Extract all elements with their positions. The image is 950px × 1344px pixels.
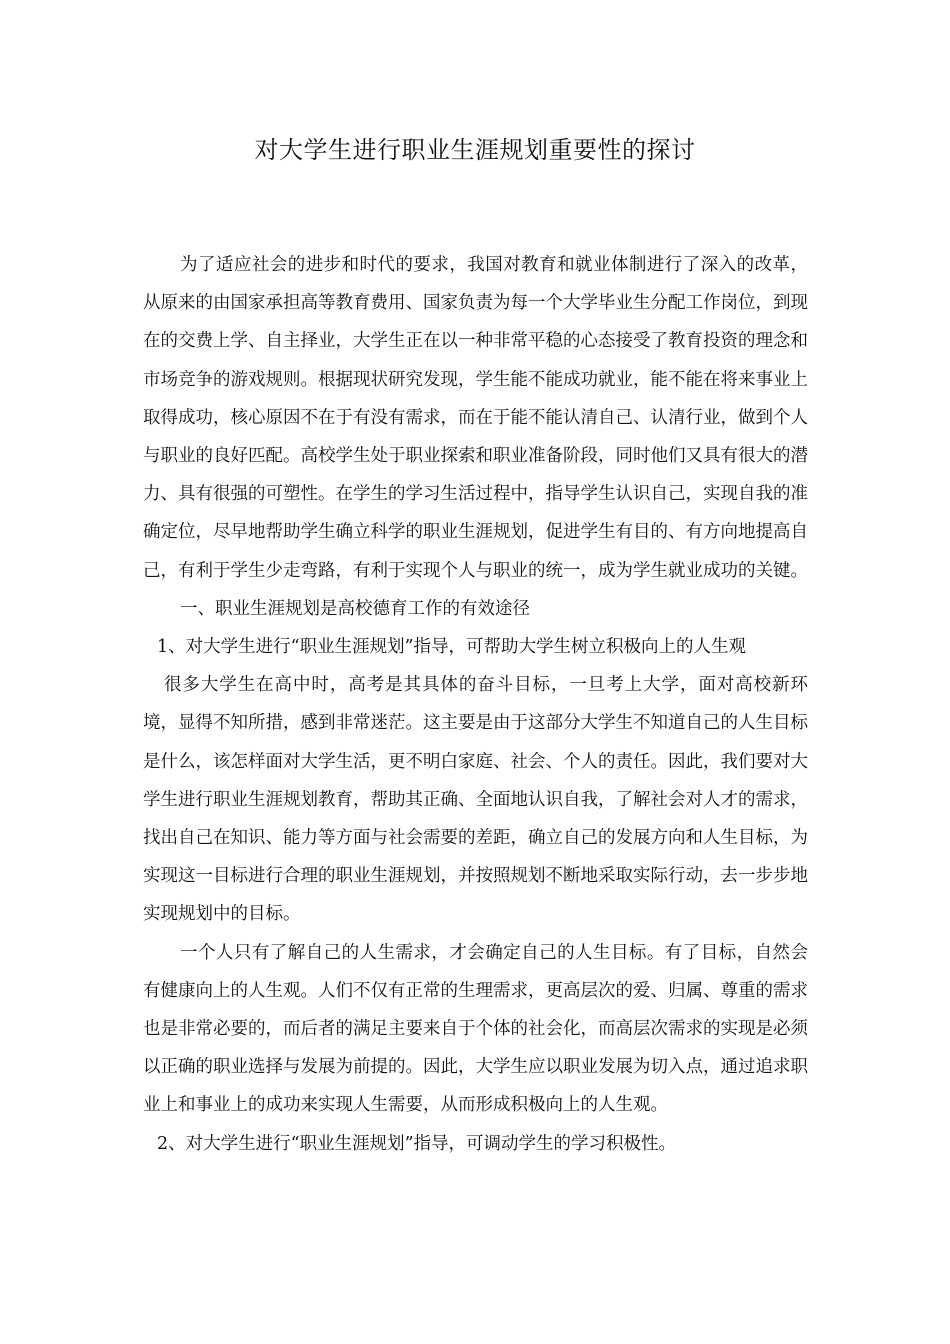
subsection-1-paragraph-2: 一个人只有了解自己的人生需求，才会确定自己的人生目标。有了目标，自然会有健康向上的人生观。人们不仅有正常的生理需求，更高层次的爱、归属、尊重的需求也是非常必要的，而后者的满足主要来自于个体的社会化，而高层次需求的实现是必须以正确的职业选择与发展为前提的。因此，大学生应以职业发展为切入点，通过追求职业上和事业上的成功来实现人生需要，从而形成积极向上的人生观。	[143, 942, 808, 1116]
subsection-heading-2: 2、对大学生进行“职业生涯规划”指导，可调动学生的学习积极性。	[157, 1133, 677, 1154]
document-body	[143, 246, 808, 1163]
subsection-heading-1: 1、对大学生进行“职业生涯规划”指导，可帮助大学生树立积极向上的人生观	[157, 637, 747, 658]
section-heading-1: 一、职业生涯规划是高校德育工作的有效途径	[180, 598, 530, 619]
document-title: 对大学生进行职业生涯规划重要性的探讨	[254, 136, 696, 164]
subsection-1-paragraph-1: 很多大学生在高中时，高考是其具体的奋斗目标，一旦考上大学，面对高校新环境，显得不知所措，感到非常迷茫。这主要是由于这部分大学生不知道自己的人生目标是什么，该怎样面对大学生活，更不明白家庭、社会、个人的责任。因此，我们要对大学生进行职业生涯规划教育，帮助其正确、全面地认识自我，了解社会对人才的需求，找出自己在知识、能力等方面与社会需要的差距，确立自己的发展方向和人生目标，为实现这一目标进行合理的职业生涯规划，并按照规划不断地采取实际行动，去一步步地实现规划中的目标。	[143, 675, 808, 925]
intro-paragraph: 为了适应社会的进步和时代的要求，我国对教育和就业体制进行了深入的改革，从原来的由国家承担高等教育费用、国家负责为每一个大学毕业生分配工作岗位，到现在的交费上学、自主择业，大学生正在以一种非常平稳的心态接受了教育投资的理念和市场竞争的游戏规则。根据现状研究发现，学生能不能成功就业，能不能在将来事业上取得成功，核心原因不在于有没有需求，而在于能不能认清自己、认清行业，做到个人与职业的良好匹配。高校学生处于职业探索和职业准备阶段，同时他们又具有很大的潜力、具有很强的可塑性。在学生的学习生活过程中，指导学生认识自己，实现自我的准确定位，尽早地帮助学生确立科学的职业生涯规划，促进学生有目的、有方向地提高自己，有利于学生少走弯路，有利于实现个人与职业的统一，成为学生就业成功的关键。	[143, 255, 808, 581]
